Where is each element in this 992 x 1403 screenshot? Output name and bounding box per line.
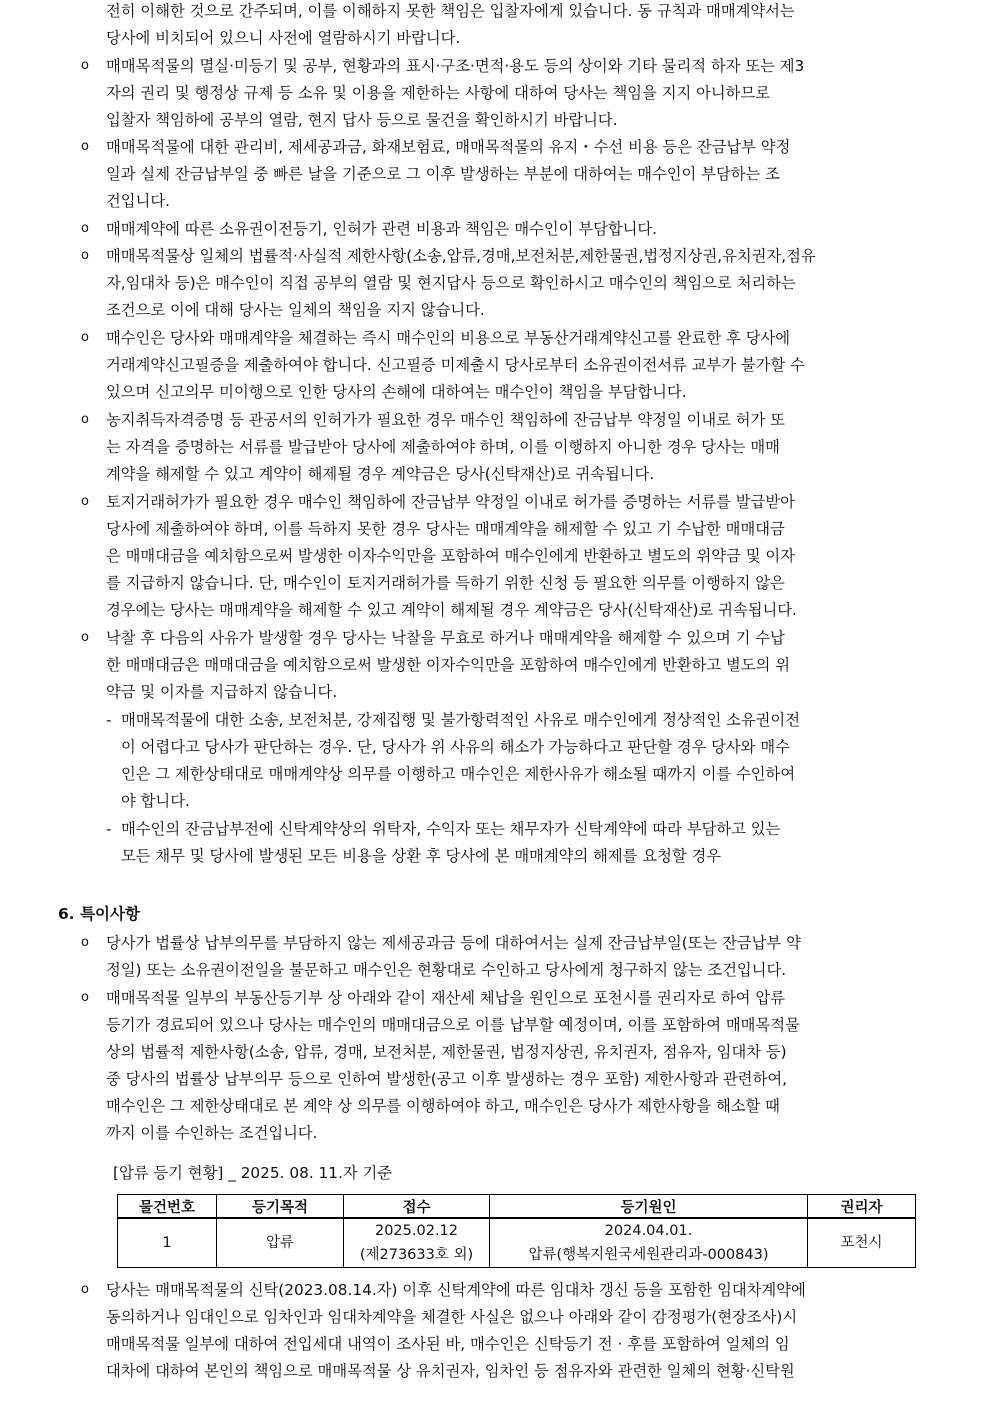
- text-line: 매매목적물의 멸실·미등기 및 공부, 현황과의 표시·구조·면적·용도 등의 상이와 기타 물리적 하자 또는 제3: [106, 57, 805, 75]
- column-header: 등기원인: [490, 1195, 808, 1219]
- text-line: 이 어렵다고 당사가 판단하는 경우. 단, 당사가 위 사유의 해소가 가능하다고 판단할 경우 당사와 매수: [121, 738, 790, 756]
- text-line: 은 매매대금을 예치함으로써 발생한 이자수익만을 포함하여 매수인에게 반환하고 별도의 위약금 및 이자: [106, 547, 795, 565]
- table-caption: [압류 등기 현황] _ 2025. 08. 11.자 기준: [113, 1164, 393, 1182]
- column-header: 접수: [344, 1195, 490, 1219]
- bullet-marker: ο: [81, 494, 89, 509]
- bullet-marker: ο: [81, 935, 89, 950]
- column-header: 등기목적: [217, 1195, 344, 1219]
- text-line: 조건으로 이에 대해 당사는 일체의 책임을 지지 않습니다.: [106, 301, 485, 319]
- text-line: 매매목적물상 일체의 법률적·사실적 제한사항(소송,압류,경매,보전처분,제한물권,법정지상권,유치권자,점유: [106, 247, 816, 265]
- text-line: 야 합니다.: [121, 792, 190, 810]
- bullet-marker: ο: [81, 330, 89, 345]
- bullet-marker: ο: [81, 412, 89, 427]
- table-row: [118, 1218, 916, 1243]
- text-line: 있으며 신고의무 미이행으로 인한 당사의 손해에 대하여는 매수인이 책임을 부담합니다.: [106, 383, 687, 401]
- text-line: 당사가 법률상 납부의무를 부담하지 않는 제세공과금 등에 대하여서는 실제 잔금납부일(또는 잔금납부 약: [106, 934, 801, 952]
- receipt-number-cell: (제273633호 외): [344, 1243, 490, 1268]
- seizure-registration-table: [117, 1194, 916, 1268]
- text-line: 낙찰 후 다음의 사유가 발생할 경우 당사는 낙찰을 무효로 하거나 매매계약을 해제할 수 있으며 기 수납: [106, 629, 785, 647]
- text-line: 자,임대차 등)은 매수인이 직접 공부의 열람 및 현지답사 등으로 확인하시고 매수인의 책임으로 처리하는: [106, 274, 796, 292]
- cause-detail-cell: 압류(행복지원국세원관리과-000843): [490, 1243, 808, 1268]
- text-line: 경우에는 당사는 매매계약을 해제할 수 있고 계약이 해제될 경우 계약금은 당사(신탁재산)로 귀속됩니다.: [106, 601, 797, 619]
- property-number-cell: 1: [118, 1218, 217, 1268]
- bullet-marker: ο: [81, 630, 89, 645]
- text-line: 계약을 해제할 수 있고 계약이 해제될 경우 계약금은 당사(신탁재산)로 귀속됩니다.: [106, 465, 655, 483]
- text-line: 매매목적물에 대한 관리비, 제세공과금, 화재보험료, 매매목적물의 유지・수선 비용 등은 잔금납부 약정: [106, 138, 791, 156]
- text-line: 매매목적물 일부의 부동산등기부 상 아래와 같이 재산세 체납을 원인으로 포천시를 권리자로 하여 압류: [106, 989, 785, 1007]
- text-line: 거래계약신고필증을 제출하여야 합니다. 신고필증 미제출시 당사로부터 소유권이전서류 교부가 불가할 수: [106, 356, 805, 374]
- table-header-row: [118, 1195, 916, 1219]
- bullet-marker: ο: [81, 221, 89, 236]
- right-holder-cell: 포천시: [808, 1218, 916, 1268]
- text-line: 자의 권리 및 행정상 규제 등 소유 및 이용을 제한하는 사항에 대하여 당사는 책임을 지지 아니하므로: [106, 84, 771, 102]
- bullet-marker: ο: [81, 58, 89, 73]
- text-line: 등기가 경료되어 있으나 당사는 매수인의 매매대금으로 이를 납부할 예정이며, 이를 포함하여 매매목적물: [106, 1016, 800, 1034]
- text-line: 입찰자 책임하에 공부의 열람, 현지 답사 등으로 물건을 확인하시기 바랍니다.: [106, 111, 618, 129]
- text-line: 를 지급하지 않습니다. 단, 매수인이 토지거래허가를 득하기 위한 신청 등 필요한 의무를 이행하지 않은: [106, 574, 785, 592]
- text-line: 상의 법률적 제한사항(소송, 압류, 경매, 보전처분, 제한물권, 법정지상권, 유치권자, 점유자, 임대차 등): [106, 1043, 787, 1061]
- text-line: 매매목적물에 대한 소송, 보전처분, 강제집행 및 불가항력적인 사유로 매수인에게 정상적인 소유권이전: [121, 711, 800, 729]
- cause-date-cell: 2024.04.01.: [490, 1218, 808, 1243]
- text-line: 토지거래허가가 필요한 경우 매수인 책임하에 잔금납부 약정일 이내로 허가를 증명하는 서류를 발급받아: [106, 493, 795, 511]
- text-line: 모든 채무 및 당사에 발생된 모든 비용을 상환 후 당사에 본 매매계약의 해제를 요청할 경우: [121, 847, 722, 865]
- text-line: 당사에 제출하여야 하며, 이를 득하지 못한 경우 당사는 매매계약을 해제할 수 있고 기 수납한 매매대금: [106, 520, 785, 538]
- column-header: 권리자: [808, 1195, 916, 1219]
- text-line: 동의하거나 임대인으로 임차인과 임대차계약을 체결한 사실은 없으나 아래와 같이 감정평가(현장조사)시: [106, 1308, 798, 1326]
- text-line: 중 당사의 법률상 납부의무 등으로 인하여 발생한(공고 이후 발생하는 경우 포함) 제한사항과 관련하여,: [106, 1070, 787, 1088]
- text-line: 매수인은 그 제한상태대로 본 계약 상 의무를 이행하여야 하고, 매수인은 당사가 제한사항을 해소할 때: [106, 1097, 780, 1115]
- text-line: 정일) 또는 소유권이전일을 불문하고 매수인은 현황대로 수인하고 당사에게 청구하지 않는 조건입니다.: [106, 961, 787, 979]
- registration-purpose-cell: 압류: [217, 1218, 344, 1268]
- text-line: 매수인은 당사와 매매계약을 체결하는 즉시 매수인의 비용으로 부동산거래계약신고를 완료한 후 당사에: [106, 329, 791, 347]
- text-line: 인은 그 제한상태대로 매매계약상 의무를 이행하고 매수인은 제한사유가 해소될 때까지 이를 수인하여: [121, 765, 796, 783]
- text-line: 일과 실제 잔금납부일 중 빠른 날을 기준으로 그 이후 발생하는 부분에 대하여는 매수인이 부담하는 조: [106, 165, 780, 183]
- text-line: 까지 이를 수인하는 조건입니다.: [106, 1124, 318, 1142]
- bullet-marker: ο: [81, 248, 89, 263]
- bullet-marker: ο: [81, 1282, 89, 1297]
- text-line: 는 자격을 증명하는 서류를 발급받아 당사에 제출하여야 하며, 이를 이행하지 아니한 경우 당사는 매매: [106, 438, 780, 456]
- column-header: 물건번호: [118, 1195, 217, 1219]
- bullet-marker: ο: [81, 139, 89, 154]
- text-line: 건입니다.: [106, 192, 170, 210]
- bullet-marker: ο: [81, 990, 89, 1005]
- text-line: 한 매매대금은 매매대금을 예치함으로써 발생한 이자수익만을 포함하여 매수인에게 반환하고 별도의 위: [106, 656, 791, 674]
- text-line: 농지취득자격증명 등 관공서의 인허가가 필요한 경우 매수인 책임하에 잔금납부 약정일 이내로 허가 또: [106, 411, 785, 429]
- receipt-date-cell: 2025.02.12: [344, 1218, 490, 1243]
- text-line: 매매계약에 따른 소유권이전등기, 인허가 관련 비용과 책임은 매수인이 부담합니다.: [106, 220, 658, 238]
- text-line: 매수인의 잔금납부전에 신탁계약상의 위탁자, 수익자 또는 채무자가 신탁계약에 따라 부담하고 있는: [121, 820, 781, 838]
- text-line: 매매목적물 일부에 대하여 전입세대 내역이 조사된 바, 매수인은 신탁등기 전 · 후를 포함하여 일체의 임: [106, 1335, 790, 1353]
- text-line: 전히 이해한 것으로 간주되며, 이를 이해하지 못한 책임은 입찰자에게 있습니다. 동 규칙과 매매계약서는: [106, 2, 795, 20]
- text-line: 당사는 매매목적물의 신탁(2023.08.14.자) 이후 신탁계약에 따른 임대차 갱신 등을 포함한 임대차계약에: [106, 1281, 806, 1299]
- text-line: 당사에 비치되어 있으니 사전에 열람하시기 바랍니다.: [106, 29, 461, 47]
- dash-marker: -: [106, 711, 112, 729]
- dash-marker: -: [106, 820, 112, 838]
- text-line: 대차에 대하여 본인의 책임으로 매매목적물 상 유치권자, 임차인 등 점유자와 관련한 일체의 현황·신탁원: [106, 1362, 795, 1380]
- text-line: 약금 및 이자를 지급하지 않습니다.: [106, 683, 338, 701]
- section-heading: 6. 특이사항: [58, 905, 140, 923]
